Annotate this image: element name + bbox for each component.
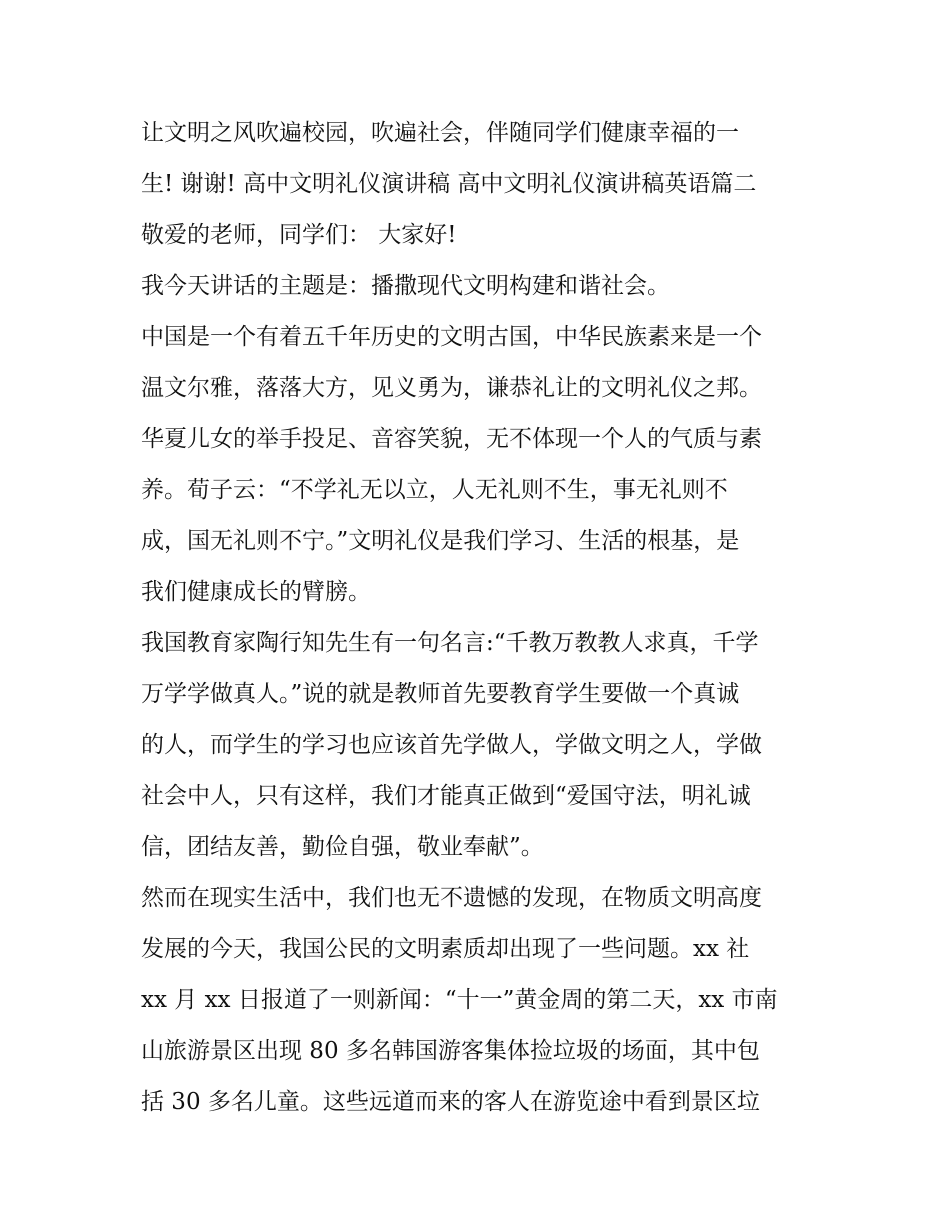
text-line: 我国教育家陶行知先生有一句名言:“千教万教教人求真，千学: [141, 630, 759, 656]
text-line: 的人，而学生的学习也应该首先学做人，学做文明之人，学做: [141, 732, 762, 758]
text-line: 山旅游景区出现 80 多名韩国游客集体捡垃圾的场面，其中包: [141, 1038, 760, 1064]
text-line: 发展的今天，我国公民的文明素质却出现了一些问题。xx 社: [141, 936, 750, 962]
text-line: 敬爱的老师，同学们： 大家好!: [141, 222, 457, 248]
text-line: 我今天讲话的主题是：播撒现代文明构建和谐社会。: [141, 273, 670, 299]
text-line: 社会中人，只有这样，我们才能真正做到“爱国守法，明礼诚: [141, 783, 751, 809]
text-line: 成，国无礼则不宁。”文明礼仪是我们学习、生活的根基，是: [141, 528, 740, 554]
text-line: 括 30 多名儿童。这些远道而来的客人在游览途中看到景区垃: [141, 1089, 760, 1115]
text-line: 生! 谢谢! 高中文明礼仪演讲稿 高中文明礼仪演讲稿英语篇二: [141, 171, 757, 197]
document-body: [141, 108, 821, 1128]
text-line: 让文明之风吹遍校园，吹遍社会，伴随同学们健康幸福的一: [141, 120, 739, 146]
text-line: xx 月 xx 日报道了一则新闻：“十一”黄金周的第二天，xx 市南: [141, 987, 778, 1013]
text-line: 我们健康成长的臂膀。: [141, 579, 371, 605]
text-line: 信，团结友善，勤俭自强，敬业奉献”。: [141, 834, 544, 860]
text-line: 然而在现实生活中，我们也无不遗憾的发现，在物质文明高度: [141, 885, 762, 911]
text-line: 养。荀子云：“不学礼无以立，人无礼则不生，事无礼则不: [141, 477, 728, 503]
text-line: 华夏儿女的举手投足、音容笑貌，无不体现一个人的气质与素: [141, 426, 762, 452]
text-line: 温文尔雅，落落大方，见义勇为，谦恭礼让的文明礼仪之邦。: [141, 375, 762, 401]
text-line: 中国是一个有着五千年历史的文明古国，中华民族素来是一个: [141, 324, 762, 350]
text-line: 万学学做真人。”说的就是教师首先要教育学生要做一个真诚: [141, 681, 740, 707]
